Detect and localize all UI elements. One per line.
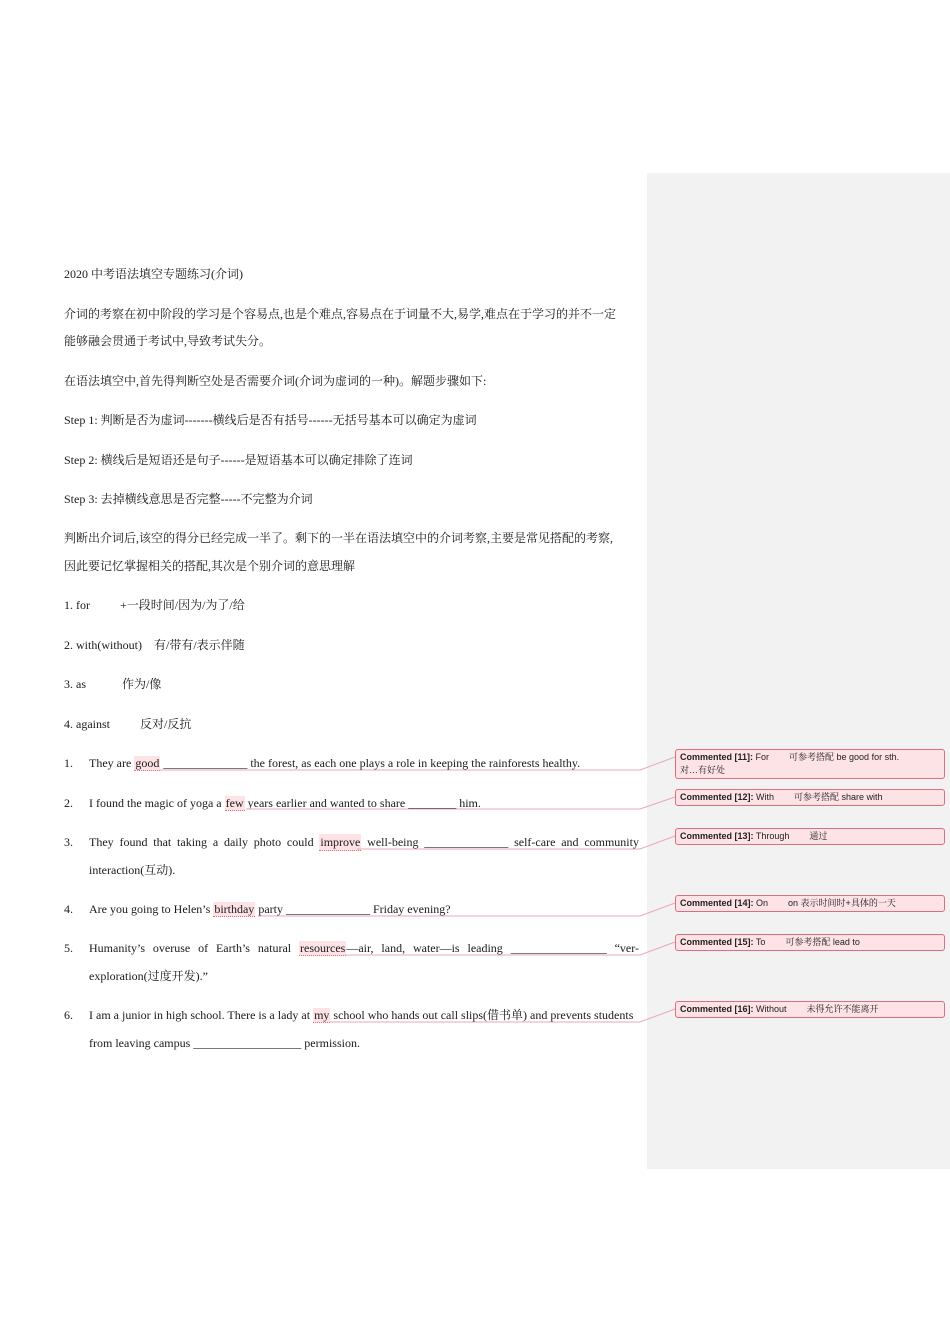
question-number: 2.: [64, 796, 73, 810]
step-1: Step 1: 判断是否为虚词-------横线后是否有括号------无括号基本可以确定为虚词: [64, 413, 477, 427]
comment-answer: To: [755, 937, 766, 947]
preposition-word: 4. against: [64, 717, 110, 731]
preposition-meaning: 有/带有/表示伴随: [154, 638, 245, 652]
question-1-text: [89, 755, 580, 771]
comment-balloon-14[interactable]: [675, 895, 945, 912]
comment-anchor-16[interactable]: my: [314, 1008, 330, 1022]
question-text-part: Are you going to Helen’s: [89, 902, 214, 916]
word: photo: [253, 835, 282, 849]
question-2-text: [89, 795, 481, 811]
preposition-word: 1. for: [64, 598, 90, 612]
preposition-meaning: +一段时间/因为/为了/给: [120, 598, 245, 612]
word: land,: [381, 941, 406, 955]
intro-paragraph-3-line-1: 判断出介词后,该空的得分已经完成一半了。剩下的一半在语法填空中的介词考察,主要是常见搭配的考察,: [64, 531, 614, 545]
doc-title: 2020 中考语法填空专题练习(介词): [64, 267, 243, 281]
preposition-item: [64, 676, 161, 692]
question-number: 5.: [64, 941, 73, 955]
preposition-item: [64, 597, 245, 613]
word: and: [561, 835, 579, 849]
question-text-part: They are: [89, 756, 135, 770]
question-4-text: [89, 901, 451, 917]
comment-note: 可参考搭配 share with: [794, 792, 883, 802]
comments-pane: [647, 173, 950, 1169]
word: that: [153, 835, 172, 849]
preposition-word: 2. with(without): [64, 638, 142, 652]
question-3-text: [89, 834, 639, 851]
word: of: [198, 941, 209, 955]
word: found: [119, 835, 148, 849]
word: self-care: [514, 835, 556, 849]
intro-paragraph-1-line-1: 介词的考察在初中阶段的学习是个容易点,也是个难点,容易点在于词量不大,易学,难点在于学习的并不一定: [64, 307, 617, 321]
comment-tag: Commented [11]:: [680, 752, 754, 762]
preposition-item: [64, 637, 245, 653]
comment-balloon-12[interactable]: [675, 789, 945, 806]
comment-balloon-13[interactable]: [675, 828, 945, 845]
word: water—is: [412, 941, 460, 955]
comment-note-line-2: 对…有好处: [680, 765, 726, 775]
word: well-being: [367, 835, 419, 849]
word: could: [286, 835, 314, 849]
comment-answer: Without: [756, 1004, 787, 1014]
comment-tag: Commented [12]:: [680, 792, 754, 802]
comment-answer: Through: [755, 831, 790, 841]
word: a: [212, 835, 219, 849]
comment-balloon-11[interactable]: [675, 749, 945, 779]
word: taking: [177, 835, 208, 849]
comment-anchor-11[interactable]: good: [135, 756, 160, 770]
intro-paragraph-3-line-2: 因此要记忆掌握相关的搭配,其次是个别介词的意思理解: [64, 559, 356, 573]
step-3: Step 3: 去掉横线意思是否完整-----不完整为介词: [64, 492, 313, 506]
comment-anchor-12[interactable]: few: [225, 796, 244, 810]
comment-anchor-14[interactable]: birthday: [214, 902, 255, 916]
comment-answer: On: [756, 898, 769, 908]
question-number: 1.: [64, 756, 73, 770]
comment-note: 通过: [809, 831, 828, 841]
question-text-part: ______________ the forest, as each one plays a role in keeping the rainforests healthy.: [160, 756, 581, 770]
comment-note: 未得允许不能离开: [806, 1004, 879, 1014]
comment-anchor-15[interactable]: resources: [300, 941, 346, 955]
answer-blank: ________________: [510, 941, 607, 955]
word: overuse: [152, 941, 191, 955]
question-text-part: I found the magic of yoga a: [89, 796, 225, 810]
comment-answer: For: [755, 752, 770, 762]
question-number: 6.: [64, 1008, 73, 1022]
comment-balloon-15[interactable]: [675, 934, 945, 951]
comment-anchor-13[interactable]: improve: [320, 835, 361, 849]
answer-blank: ______________: [424, 835, 509, 849]
question-text-part: party ______________ Friday evening?: [255, 902, 451, 916]
question-text-part: school who hands out call slips(借书单) and prevents students: [330, 1008, 634, 1022]
comment-note: on 表示时间时+具体的一天: [788, 898, 896, 908]
comment-tag: Commented [14]:: [680, 898, 754, 908]
word: Humanity’s: [89, 941, 145, 955]
word: leading: [467, 941, 503, 955]
comment-note: 可参考搭配 be good for sth.: [789, 752, 900, 762]
question-5-line-2: exploration(过度开发).”: [89, 969, 208, 983]
comment-tag: Commented [15]:: [680, 937, 754, 947]
intro-paragraph-2: 在语法填空中,首先得判断空处是否需要介词(介词为虚词的一种)。解题步骤如下:: [64, 374, 487, 388]
question-5-text: [89, 940, 639, 956]
question-text-part: I am a junior in high school. There is a lady at: [89, 1008, 314, 1022]
step-2: Step 2: 横线后是短语还是句子------是短语基本可以确定排除了连词: [64, 453, 413, 467]
preposition-item: [64, 716, 191, 732]
comment-note: 可参考搭配 lead to: [785, 937, 860, 947]
preposition-meaning: 反对/反抗: [140, 717, 192, 731]
word: They: [89, 835, 114, 849]
word: daily: [223, 835, 248, 849]
comment-tag: Commented [13]:: [680, 831, 754, 841]
question-3-line-2: interaction(互动).: [89, 863, 176, 877]
comment-tag: Commented [16]:: [680, 1004, 754, 1014]
question-text-part: years earlier and wanted to share ________ him.: [244, 796, 481, 810]
intro-paragraph-1-line-2: 能够融会贯通于考试中,导致考试失分。: [64, 334, 272, 348]
preposition-meaning: 作为/像: [122, 677, 162, 691]
comment-answer: With: [756, 792, 775, 802]
word: Earth’s: [215, 941, 250, 955]
word: “ver-: [614, 941, 639, 955]
question-6-line-2: from leaving campus __________________ permission.: [89, 1036, 360, 1050]
question-number: 3.: [64, 835, 73, 849]
word: natural: [257, 941, 292, 955]
word: community: [584, 835, 639, 849]
word: —air,: [346, 941, 374, 955]
preposition-word: 3. as: [64, 677, 86, 691]
question-number: 4.: [64, 902, 73, 916]
question-6-text: [89, 1007, 633, 1023]
comment-balloon-16[interactable]: [675, 1001, 945, 1018]
